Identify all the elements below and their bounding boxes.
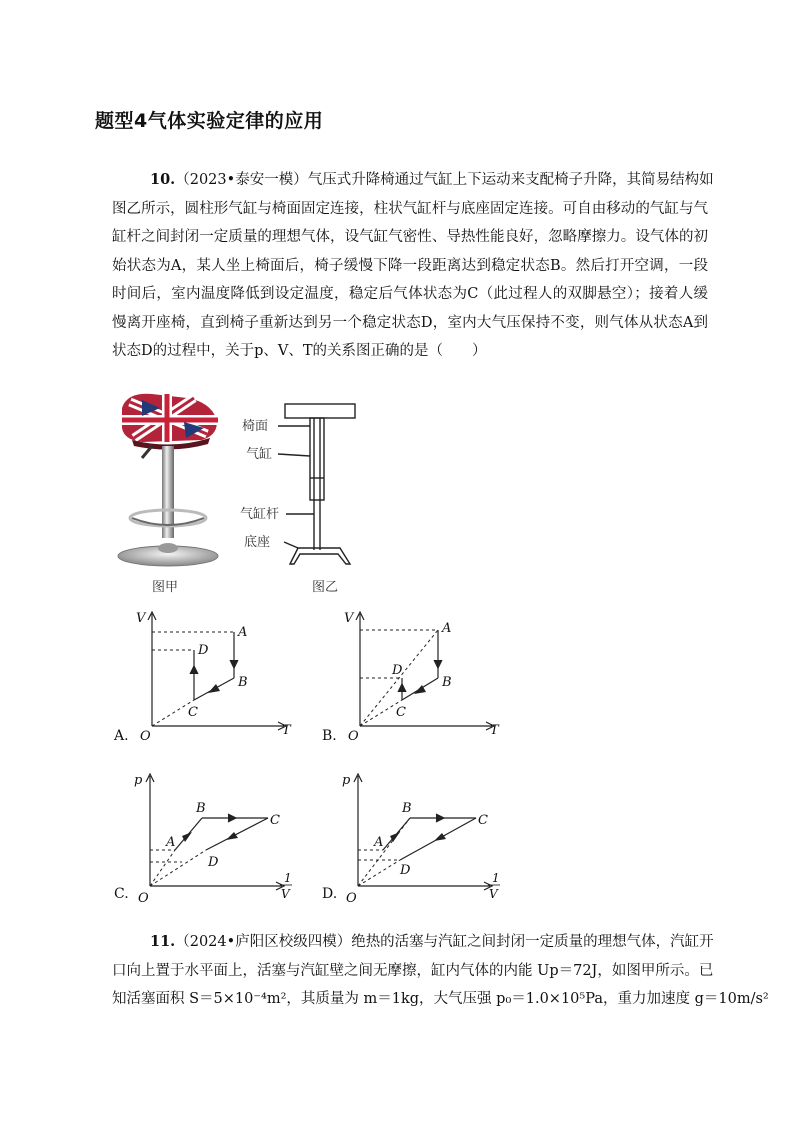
question-11 — [112, 928, 769, 1014]
q11-line-1: 11.（2024•庐阳区校级四模）绝热的活塞与汽缸之间封闭一定质量的理想气体，汽缸开 — [150, 933, 714, 950]
q10-line-6: 慢离开座椅，直到椅子重新达到另一个稳定状态D，室内大气压保持不变，则气体从状态A到 — [112, 314, 708, 331]
q10-line-2: 图乙所示，圆柱形气缸与椅面固定连接，柱状气缸杆与底座固定连接。可自由移动的气缸与气 — [112, 200, 708, 217]
graph-option-b[interactable] — [340, 608, 510, 743]
svg-text:O: O — [348, 729, 359, 743]
chair-schematic-figure — [238, 398, 368, 576]
svg-text:B: B — [196, 801, 206, 816]
svg-text:1: 1 — [492, 871, 500, 885]
q11-line-2: 口向上置于水平面上，活塞与汽缸壁之间无摩擦，缸内气体的内能 Up＝72J，如图甲所示。已 — [112, 962, 714, 979]
svg-text:B: B — [402, 801, 412, 816]
label-base: 底座 — [244, 535, 271, 550]
fig-jia-caption: 图甲 — [152, 580, 179, 595]
option-a-label[interactable]: A. — [114, 728, 129, 744]
svg-text:C: C — [478, 813, 488, 828]
graph-option-a[interactable] — [132, 608, 302, 743]
chair-photo-figure — [112, 388, 232, 573]
q10-line-3: 缸杆之间封闭一定质量的理想气体，设气缸气密性、导热性能良好，忽略摩擦力。设气体的初 — [112, 229, 708, 245]
svg-text:D: D — [392, 663, 403, 678]
svg-text:V: V — [489, 887, 498, 901]
svg-text:V: V — [136, 611, 146, 626]
option-b-label[interactable]: B. — [322, 728, 337, 744]
svg-text:1: 1 — [284, 871, 292, 885]
question-10 — [112, 166, 714, 366]
svg-text:B: B — [238, 675, 248, 690]
q10-line-5: 时间后，室内温度降低到设定温度，稳定后气体状态为C（此过程人的双脚悬空）；接着人缓 — [112, 286, 708, 302]
svg-text:D: D — [400, 863, 411, 878]
fig-yi-caption: 图乙 — [312, 580, 339, 595]
option-c-label[interactable]: C. — [114, 886, 129, 902]
page-title: 题型4气体实验定律的应用 — [95, 110, 324, 132]
label-cylinder: 气缸 — [246, 447, 273, 462]
svg-text:O: O — [140, 729, 151, 743]
seat-plate — [285, 404, 355, 418]
q10-line-7: 状态D的过程中，关于p、V、T的关系图正确的是（ ） — [112, 343, 487, 359]
svg-text:B: B — [442, 675, 452, 690]
svg-text:D: D — [198, 643, 209, 658]
svg-text:A: A — [166, 835, 176, 850]
svg-text:p: p — [134, 773, 143, 788]
q11-line-3: 知活塞面积 S＝5×10⁻⁴m²，其质量为 m＝1kg，大气压强 p₀＝1.0×10⁵Pa，重力加速度 g＝10m/s² — [112, 991, 769, 1007]
label-seat: 椅面 — [242, 419, 269, 434]
svg-text:T: T — [490, 723, 499, 738]
svg-text:A: A — [442, 621, 452, 636]
svg-text:A: A — [238, 625, 248, 640]
q10-line-1: 10.（2023•泰安一模）气压式升降椅通过气缸上下运动来支配椅子升降，其简易结构如 — [150, 171, 714, 188]
graph-option-c[interactable] — [130, 770, 302, 904]
svg-text:V: V — [281, 887, 290, 901]
svg-text:C: C — [270, 813, 280, 828]
svg-text:C: C — [396, 705, 406, 720]
svg-text:p: p — [342, 773, 351, 788]
q11-number: 11. — [150, 933, 176, 950]
option-d-label[interactable]: D. — [322, 886, 338, 902]
graph-option-d[interactable] — [338, 770, 510, 904]
q10-number: 10. — [150, 171, 176, 188]
cylinder-body — [310, 418, 324, 500]
label-rod: 气缸杆 — [240, 507, 280, 522]
svg-text:O: O — [138, 891, 149, 904]
svg-text:O: O — [346, 891, 357, 904]
svg-text:V: V — [344, 611, 354, 626]
q10-line-4: 始状态为A，某人坐上椅面后，椅子缓慢下降一段距离达到稳定状态B。然后打开空调，一段 — [112, 257, 708, 274]
base-shape — [290, 548, 350, 564]
svg-text:D: D — [208, 855, 219, 870]
svg-text:C: C — [188, 705, 198, 720]
svg-text:T: T — [282, 723, 291, 738]
svg-text:A: A — [374, 835, 384, 850]
